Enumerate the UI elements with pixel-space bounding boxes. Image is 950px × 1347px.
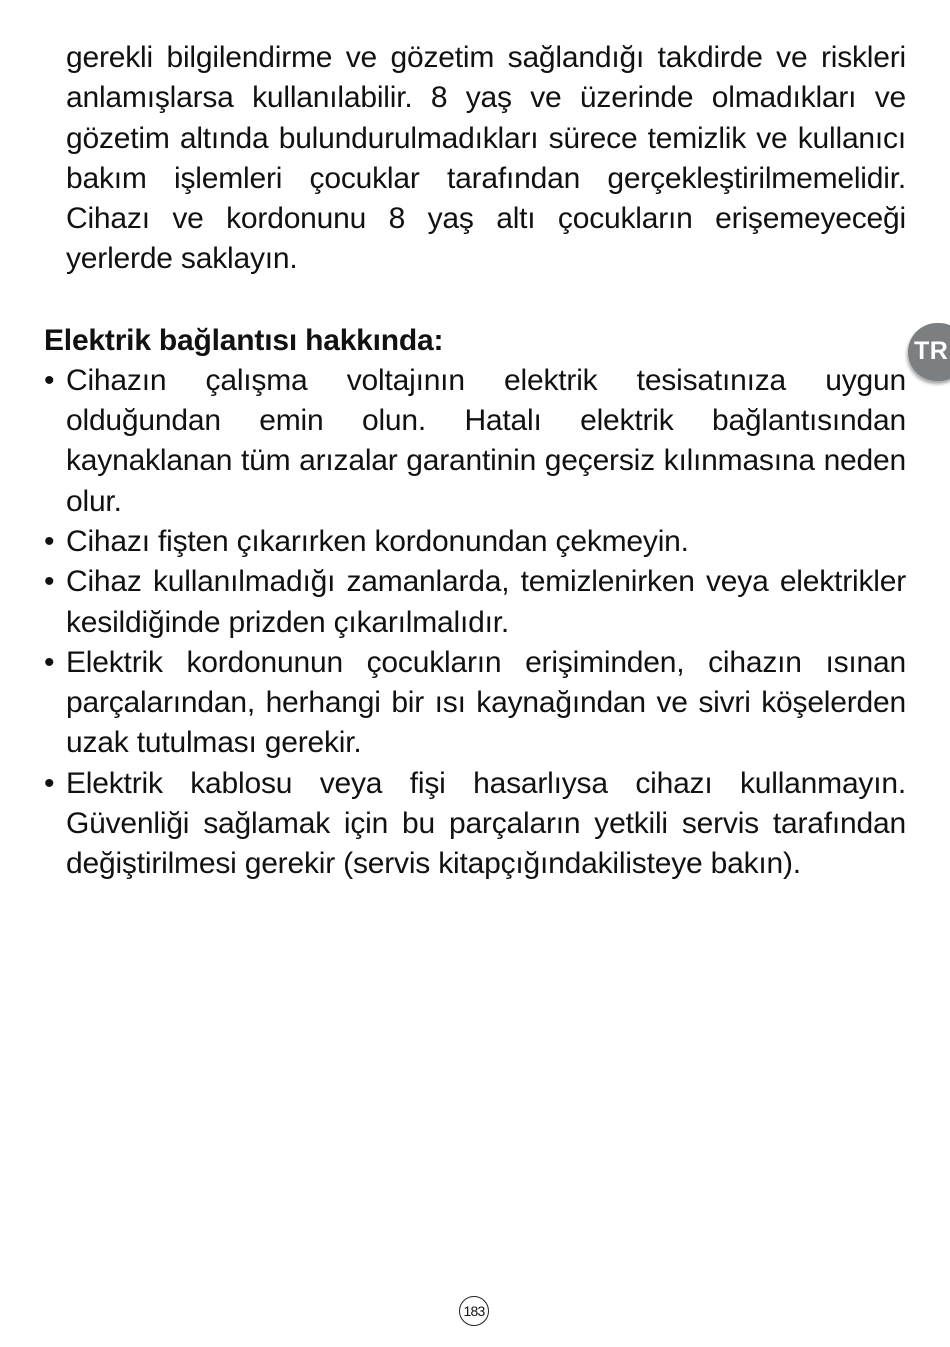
list-item-text: Cihazı fişten çıkarırken kordonundan çekmeyin. [66,524,689,558]
bullet-icon: • [44,363,55,397]
bullet-list [44,361,906,885]
list-item [44,562,906,643]
list-item-text: Cihazın çalışma voltajının elektrik tesisatınıza uygun olduğundan emin olun. Hatalı elektrik bağlantısından kaynaklanan tüm arızalar garantinin geçersiz kılınmasına neden olur. [66,363,906,518]
bullet-icon: • [44,766,55,800]
list-item [44,522,906,562]
bullet-icon: • [44,645,55,679]
page-number: 183 [459,1296,489,1326]
list-item [44,361,906,522]
bullet-icon: • [44,565,55,599]
page-content [44,38,906,885]
language-tab [908,323,950,381]
list-item-text: Cihaz kullanılmadığı zamanlarda, temizlenirken veya elektrikler kesildiğinde prizden çıkarılmalıdır. [66,565,906,639]
list-item-text: Elektrik kordonunun çocukların erişiminden, cihazın ısınan parçalarından, herhangi bir ısı kaynağından ve sivri köşelerden uzak tutulması gerekir. [66,645,906,760]
bullet-icon: • [44,524,55,558]
list-item-text: Elektrik kablosu veya fişi hasarlıysa cihazı kullanmayın. Güvenliği sağlamak için bu parçaların yetkili servis tarafından değiştirilmesi gerekir (servis kitapçığındakilisteye bakın). [66,766,906,881]
section-heading: Elektrik bağlantısı hakkında: [44,323,444,357]
list-item [44,643,906,764]
language-tab-label: TR [914,337,949,365]
intro-paragraph: gerekli bilgilendirme ve gözetim sağlandığı takdirde ve riskleri anlamışlarsa kullanılabilir. 8 yaş ve üzerinde olmadıkları ve gözetim altında bulundurulmadıkları sürece temizlik ve kullanıcı bakım işlemleri çocuklar tarafından gerçekleştirilmemelidir. Cihazı ve kordonunu 8 yaş altı çocukların erişemeyeceği yerlerde saklayın. [66,41,906,276]
list-item [44,764,906,885]
